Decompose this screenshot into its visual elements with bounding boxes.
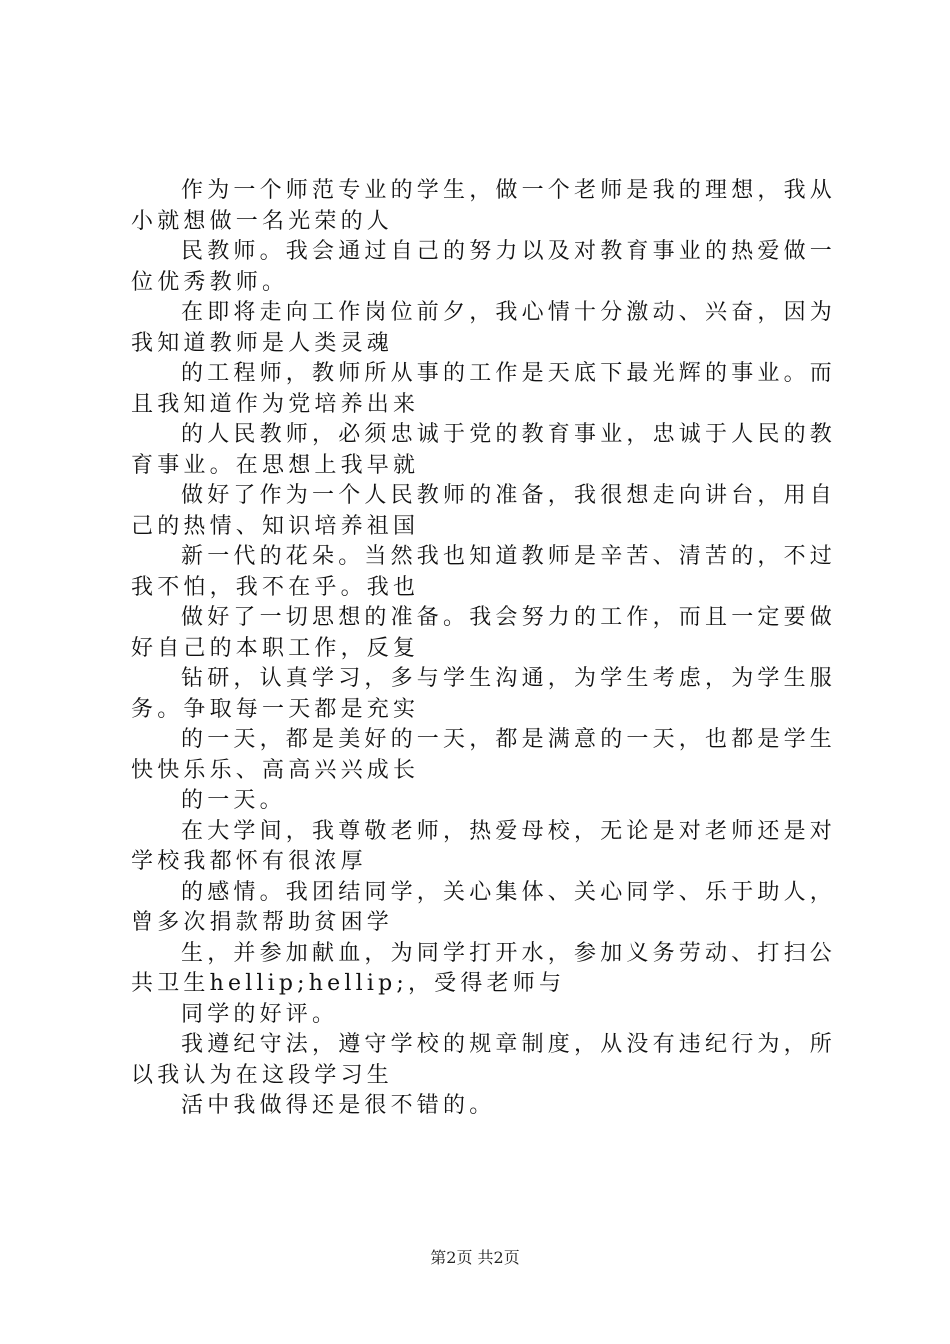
- text-line: 的一天。: [181, 788, 286, 813]
- text-line: 好自己的本职工作，反复: [131, 635, 420, 661]
- text-line: 的工程师，教师所从事的工作是天底下最光辉的事业。而: [181, 361, 837, 386]
- text-line: 小就想做一名光荣的人: [131, 208, 394, 234]
- document-body: [131, 176, 837, 1122]
- text-line: 生，并参加献血，为同学打开水，参加义务劳动、打扫公: [181, 940, 837, 966]
- text-line: 的一天，都是美好的一天，都是满意的一天，也都是学生: [181, 727, 837, 752]
- text-line: 同学的好评。: [181, 1001, 339, 1027]
- text-line: 务。争取每一天都是充实: [131, 696, 420, 722]
- text-line: 做好了作为一个人民教师的准备，我很想走向讲台，用自: [181, 483, 837, 508]
- text-line: 我知道教师是人类灵魂: [131, 330, 394, 356]
- text-line: 新一代的花朵。当然我也知道教师是辛苦、清苦的，不过: [181, 544, 837, 569]
- text-line: 活中我做得还是很不错的。: [181, 1093, 496, 1118]
- page-number: 第2页 共2页: [430, 1248, 520, 1267]
- text-line: 做好了一切思想的准备。我会努力的工作，而且一定要做: [181, 605, 837, 630]
- page-footer: [0, 1245, 950, 1268]
- text-line: 在大学间，我尊敬老师，热爱母校，无论是对老师还是对: [181, 818, 837, 844]
- text-line: 位优秀教师。: [131, 269, 289, 295]
- text-line: 共卫生hellip;hellip;，受得老师与: [131, 971, 566, 996]
- text-line: 学校我都怀有很浓厚: [131, 849, 367, 874]
- text-line: 在即将走向工作岗位前夕，我心情十分激动、兴奋，因为: [181, 300, 837, 325]
- text-line: 民教师。我会通过自己的努力以及对教育事业的热爱做一: [181, 239, 837, 264]
- text-line: 作为一个师范专业的学生，做一个老师是我的理想，我从: [181, 178, 837, 203]
- text-line: 我遵纪守法，遵守学校的规章制度，从没有违纪行为，所: [181, 1032, 837, 1057]
- text-line: 曾多次捐款帮助贫困学: [131, 910, 394, 935]
- text-line: 且我知道作为党培养出来: [131, 391, 420, 417]
- text-line: 以我认为在这段学习生: [131, 1062, 394, 1088]
- text-line: 己的热情、知识培养祖国: [131, 513, 420, 539]
- text-line: 的人民教师，必须忠诚于党的教育事业，忠诚于人民的教: [181, 422, 837, 447]
- text-line: 的感情。我团结同学，关心集体、关心同学、乐于助人，: [181, 879, 837, 905]
- text-line: 我不怕，我不在乎。我也: [131, 574, 420, 600]
- text-line: 快快乐乐、高高兴兴成长: [131, 757, 420, 783]
- text-line: 育事业。在思想上我早就: [131, 452, 420, 478]
- text-line: 钻研，认真学习，多与学生沟通，为学生考虑，为学生服: [181, 666, 837, 691]
